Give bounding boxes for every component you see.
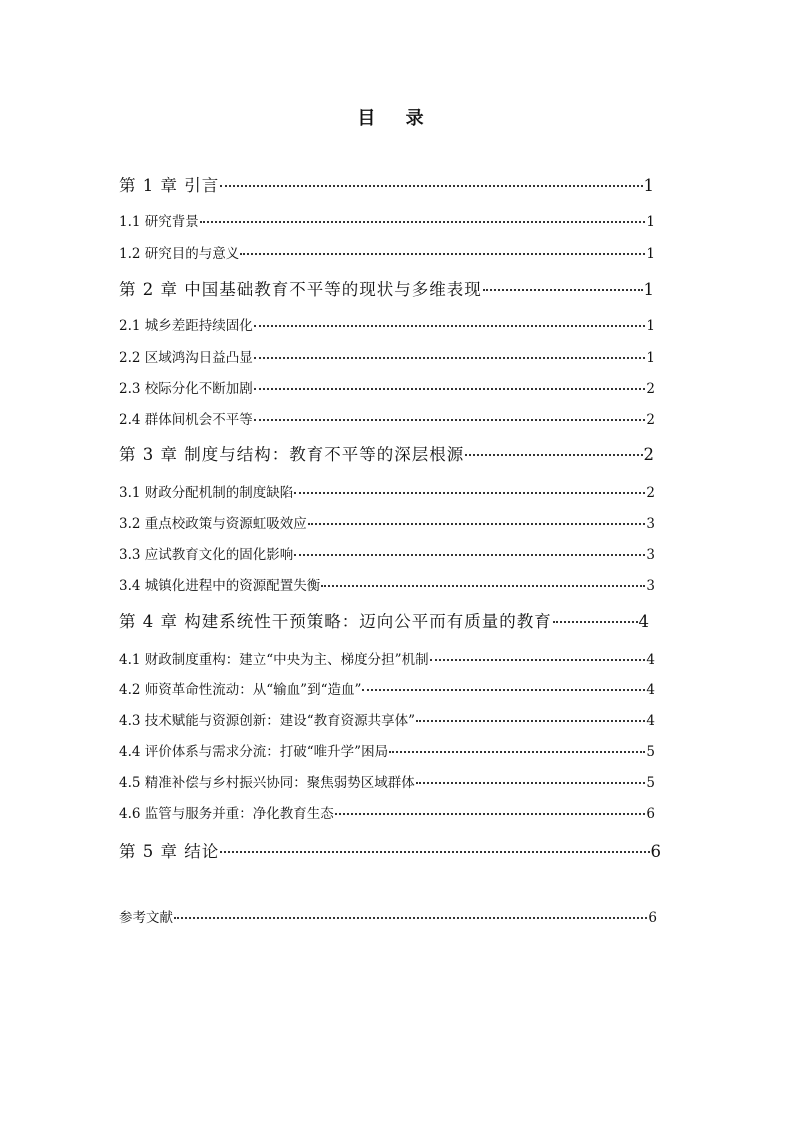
toc-entry-section-3-1[interactable] [119,481,655,501]
leader-dots [220,851,649,853]
leader-dots [308,523,646,525]
toc-entry-page: 3 [646,547,655,563]
toc-entry-section-3-4[interactable] [119,574,655,594]
toc-entry-section-2-1[interactable] [119,314,655,334]
toc-entry-page: 1 [646,350,655,366]
leader-dots [553,621,638,623]
toc-title: 目 录 [357,108,436,129]
toc-entry-label: 2.2 区域鸿沟日益凸显 [119,350,253,366]
toc-entry-chapter-3[interactable] [119,441,655,465]
toc-entry-label: 第 3 章 制度与结构：教育不平等的深层根源 [119,445,465,464]
toc-entry-page: 6 [648,910,657,926]
toc-entry-page: 4 [646,713,655,729]
toc-entry-label: 第 5 章 结论 [119,842,220,861]
toc-entry-page: 1 [646,318,655,334]
toc-entry-label: 4.2 师资革命性流动：从“输血”到“造血” [119,682,362,698]
toc-entry-section-4-6[interactable] [119,802,655,822]
leader-dots [335,813,646,815]
toc-entry-label: 4.6 监管与服务并重：净化教育生态 [119,806,334,822]
toc-entry-label: 3.2 重点校政策与资源虹吸效应 [119,516,307,532]
toc-entry-section-4-1[interactable] [119,648,655,668]
toc-entry-chapter-1[interactable] [119,172,655,196]
toc-entry-page: 4 [638,612,650,631]
leader-dots [416,782,646,784]
leader-dots [254,388,646,390]
leader-dots [430,659,646,661]
toc-entry-label: 3.4 城镇化进程中的资源配置失衡 [119,578,321,594]
toc-entry-section-2-4[interactable] [119,408,655,428]
toc-entry-chapter-2[interactable] [119,276,655,300]
leader-dots [174,917,647,919]
toc-entry-label: 2.1 城乡差距持续固化 [119,318,253,334]
toc-entry-label: 2.4 群体间机会不平等 [119,412,253,428]
leader-dots [254,357,646,359]
toc-entry-label: 1.1 研究背景 [119,214,199,230]
toc-entry-chapter-5[interactable] [119,838,662,862]
toc-entry-page: 4 [646,682,655,698]
toc-entry-label: 3.1 财政分配机制的制度缺陷 [119,485,294,501]
toc-entry-label: 第 2 章 中国基础教育不平等的现状与多维表现 [119,280,482,299]
toc-entry-page: 2 [646,412,655,428]
toc-entry-section-4-2[interactable] [119,678,655,698]
toc-entry-label: 2.3 校际分化不断加剧 [119,381,253,397]
leader-dots [254,419,646,421]
toc-entry-label: 第 4 章 构建系统性干预策略：迈向公平而有质量的教育 [119,612,552,631]
toc-entry-page: 2 [646,381,655,397]
toc-entry-page: 1 [643,280,655,299]
toc-entry-page: 2 [646,485,655,501]
toc-entry-page: 4 [646,652,655,668]
toc-entry-section-1-2[interactable] [119,242,655,262]
leader-dots [483,289,643,291]
toc-entry-page: 1 [646,214,655,230]
toc-entry-page: 1 [643,176,655,195]
toc-entry-chapter-4[interactable] [119,608,650,632]
leader-dots [362,689,645,691]
toc-entry-label: 参考文献 [119,910,173,926]
toc-entry-references[interactable] [119,906,657,926]
leader-dots [294,492,645,494]
toc-entry-section-4-5[interactable] [119,771,655,791]
toc-entry-label: 第 1 章 引言 [119,176,220,195]
toc-entry-page: 5 [646,744,655,760]
toc-entry-section-3-2[interactable] [119,512,655,532]
leader-dots [220,185,642,187]
leader-dots [389,751,645,753]
leader-dots [254,325,646,327]
toc-entry-section-1-1[interactable] [119,210,655,230]
toc-entry-page: 5 [646,775,655,791]
toc-entry-page: 3 [646,516,655,532]
toc-entry-label: 3.3 应试教育文化的固化影响 [119,547,294,563]
leader-dots [200,221,646,223]
leader-dots [465,454,642,456]
toc-entry-section-2-3[interactable] [119,377,655,397]
toc-entry-page: 1 [646,246,655,262]
toc-entry-label: 4.3 技术赋能与资源创新：建设“教育资源共享体” [119,713,416,729]
toc-entry-page: 2 [643,445,655,464]
toc-entry-section-2-2[interactable] [119,346,655,366]
leader-dots [321,585,645,587]
leader-dots [240,253,645,255]
toc-entry-label: 4.5 精准补偿与乡村振兴协同：聚焦弱势区域群体 [119,775,415,791]
leader-dots [416,720,645,722]
toc-entry-page: 6 [650,842,662,861]
leader-dots [294,554,645,556]
toc-entry-section-3-3[interactable] [119,543,655,563]
toc-entry-page: 3 [646,578,655,594]
toc-entry-label: 4.1 财政制度重构：建立“中央为主、梯度分担”机制 [119,652,429,668]
toc-entry-label: 4.4 评价体系与需求分流：打破“唯升学”困局 [119,744,389,760]
toc-entry-section-4-4[interactable] [119,740,655,760]
toc-entry-section-4-3[interactable] [119,709,655,729]
toc-entry-label: 1.2 研究目的与意义 [119,246,240,262]
toc-entry-page: 6 [646,806,655,822]
